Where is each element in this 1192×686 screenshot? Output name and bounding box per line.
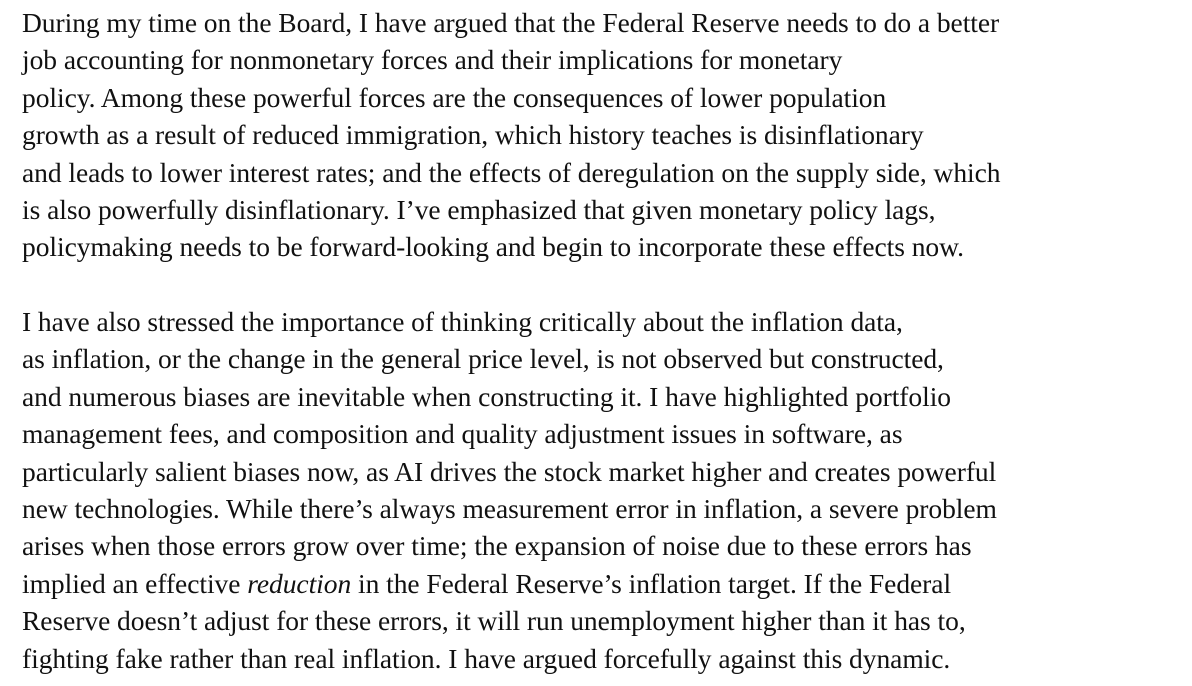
text-line: During my time on the Board, I have argued that the Federal Reserve needs to do a better	[22, 7, 1000, 38]
text-line: is also powerfully disinflationary. I’ve emphasized that given monetary policy lags,	[22, 193, 936, 225]
emphasized-word: reduction	[247, 567, 352, 599]
text-line: arises when those errors grow over time; the expansion of noise due to these errors has	[22, 530, 972, 562]
text-line: particularly salient biases now, as AI drives the stock market higher and creates powerful	[22, 455, 997, 487]
text-line: new technologies. While there’s always measurement error in inflation, a severe problem	[22, 492, 997, 524]
text-line: job accounting for nonmonetary forces and their implications for monetary	[22, 44, 843, 76]
text-line: growth as a result of reduced immigration, which history teaches is disinflationary	[22, 119, 924, 151]
text-line: management fees, and composition and quality adjustment issues in software, as	[22, 418, 903, 450]
text-segment: in the Federal Reserve’s inflation target. If the Federal	[351, 567, 952, 599]
text-line: Reserve doesn’t adjust for these errors, it will run unemployment higher than it has to,	[22, 605, 966, 637]
text-line: policy. Among these powerful forces are the consequences of lower population	[22, 81, 887, 113]
paragraph-2	[22, 303, 1187, 677]
text-line: as inflation, or the change in the general price level, is not observed but constructed,	[22, 343, 944, 375]
text-line: and leads to lower interest rates; and the effects of deregulation on the supply side, which	[22, 156, 1001, 188]
paragraph-1	[22, 4, 1187, 266]
text-line-with-emphasis	[22, 565, 1187, 602]
text-line: policymaking needs to be forward-looking and begin to incorporate these effects now.	[22, 231, 964, 263]
text-segment: implied an effective	[22, 567, 248, 599]
text-line: fighting fake rather than real inflation. I have argued forcefully against this dynamic.	[22, 642, 951, 674]
text-line: I have also stressed the importance of thinking critically about the inflation data,	[22, 306, 903, 337]
text-line: and numerous biases are inevitable when constructing it. I have highlighted portfolio	[22, 380, 951, 412]
